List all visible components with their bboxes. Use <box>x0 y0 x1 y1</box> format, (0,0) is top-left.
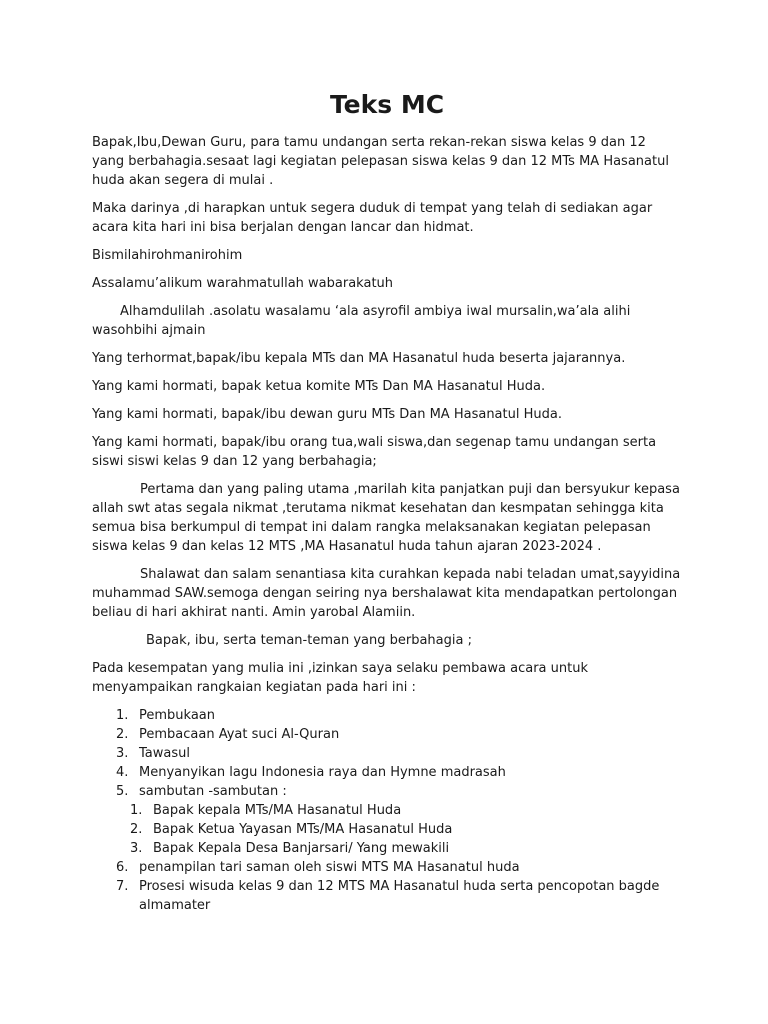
list-item <box>92 725 682 744</box>
list-number: 4. <box>116 765 129 780</box>
list-number: 3. <box>116 746 129 761</box>
list-item <box>92 782 682 801</box>
list-text: Tawasul <box>139 746 190 761</box>
paragraph-agenda-intro: Pada kesempatan yang mulia ini ,izinkan saya selaku pembawa acara untuk menyampaikan rangkaian kegiatan pada hari ini : <box>92 661 588 695</box>
list-text: Pembukaan <box>139 708 216 723</box>
paragraph-seating: Maka darinya ,di harapkan untuk segera duduk di tempat yang telah di sediakan agar acara kita hari ini bisa berjalan dengan lancar dan hidmat. <box>92 201 653 235</box>
list-text: Bapak Ketua Yayasan MTs/MA Hasanatul Huda <box>153 822 453 837</box>
list-text: Pembacaan Ayat suci Al-Quran <box>139 727 340 742</box>
document-page <box>92 88 682 915</box>
list-item <box>92 877 682 915</box>
agenda-list <box>92 706 682 801</box>
list-number: 7. <box>116 879 129 894</box>
list-text: sambutan -sambutan : <box>139 784 287 799</box>
paragraph-address: Bapak, ibu, serta teman-teman yang berbahagia ; <box>146 633 472 648</box>
paragraph-basmalah: Bismilahirohmanirohim <box>92 248 243 263</box>
list-item <box>92 839 682 858</box>
list-text: Menyanyikan lagu Indonesia raya dan Hymne madrasah <box>139 765 506 780</box>
list-text: Prosesi wisuda kelas 9 dan 12 MTS MA Hasanatul huda serta pencopotan bagde almamater <box>139 879 660 913</box>
list-number: 2. <box>130 822 143 837</box>
list-number: 5. <box>116 784 129 799</box>
document-title: Teks MC <box>329 90 445 119</box>
paragraph-shalawat: Shalawat dan salam senantiasa kita curahkan kepada nabi teladan umat,sayyidina muhammad SAW.semoga dengan seiring nya bershalawat kita mendapatkan pertolongan beliau di hari akhirat nanti. Amin yarobal Alamiin. <box>92 567 681 620</box>
list-item <box>92 706 682 725</box>
list-number: 3. <box>130 841 143 856</box>
paragraph-hamdalah: Alhamdulilah .asolatu wasalamu ‘ala asyrofil ambiya iwal mursalin,wa’ala alihi wasohbihi ajmain <box>92 304 631 338</box>
list-text: penampilan tari saman oleh siswi MTS MA Hasanatul huda <box>139 860 520 875</box>
list-item <box>92 801 682 820</box>
paragraph-greeting-parents: Yang kami hormati, bapak/ibu orang tua,wali siswa,dan segenap tamu undangan serta siswi siswi kelas 9 dan 12 yang berbahagia; <box>92 435 657 469</box>
paragraph-salam: Assalamu’alikum warahmatullah wabarakatuh <box>92 276 394 291</box>
list-item <box>92 858 682 877</box>
paragraph-greeting-head: Yang terhormat,bapak/ibu kepala MTs dan MA Hasanatul huda beserta jajarannya. <box>92 351 626 366</box>
agenda-list-continued <box>92 858 682 915</box>
list-text: Bapak kepala MTs/MA Hasanatul Huda <box>153 803 402 818</box>
paragraph-opening: Bapak,Ibu,Dewan Guru, para tamu undangan serta rekan-rekan siswa kelas 9 dan 12 yang berbahagia.sesaat lagi kegiatan pelepasan siswa kelas 9 dan 12 MTs MA Hasanatul huda akan segera di mulai . <box>92 135 669 188</box>
list-item <box>92 763 682 782</box>
list-text: Bapak Kepala Desa Banjarsari/ Yang mewakili <box>153 841 450 856</box>
paragraph-greeting-teachers: Yang kami hormati, bapak/ibu dewan guru MTs Dan MA Hasanatul Huda. <box>92 407 562 422</box>
paragraph-greeting-committee: Yang kami hormati, bapak ketua komite MTs Dan MA Hasanatul Huda. <box>92 379 546 394</box>
list-number: 1. <box>130 803 143 818</box>
list-number: 2. <box>116 727 129 742</box>
sambutan-sublist <box>92 801 682 858</box>
list-number: 1. <box>116 708 129 723</box>
paragraph-gratitude: Pertama dan yang paling utama ,marilah kita panjatkan puji dan bersyukur kepasa allah swt atas segala nikmat ,terutama nikmat kesehatan dan kesmpatan sehingga kita semua bisa berkumpul di tempat ini dalam rangka melaksanakan kegiatan pelepasan siswa kelas 9 dan kelas 12 MTS ,MA Hasanatul huda tahun ajaran 2023-2024 . <box>92 482 680 554</box>
list-number: 6. <box>116 860 129 875</box>
list-item <box>92 744 682 763</box>
list-item <box>92 820 682 839</box>
